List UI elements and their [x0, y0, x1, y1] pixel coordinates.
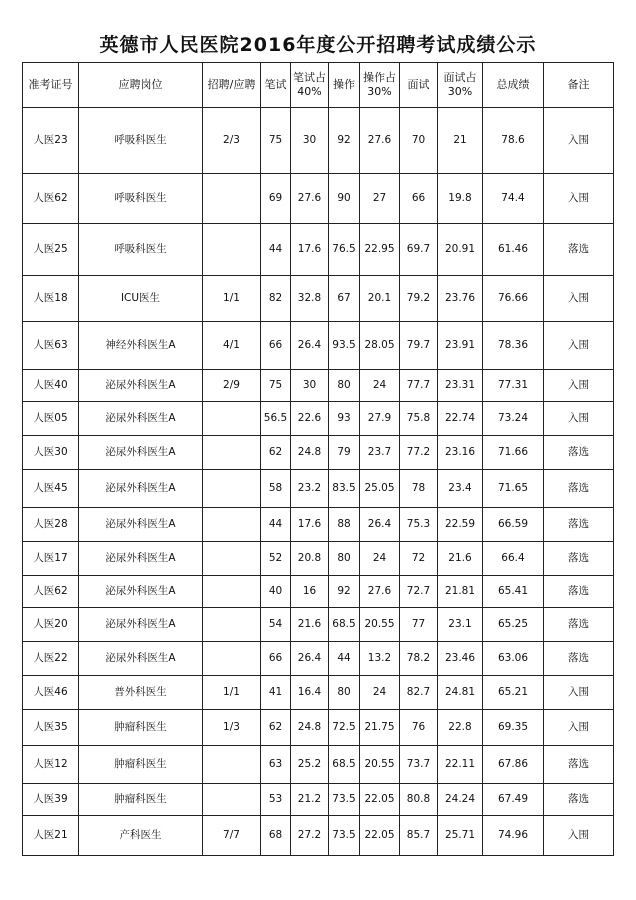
table-cell: 24.8 [291, 436, 329, 470]
table-cell: 72 [400, 542, 438, 576]
table-row [23, 816, 614, 856]
table-cell [203, 784, 261, 816]
table-cell: 1/1 [203, 276, 261, 322]
header-cell: 笔试 [261, 63, 291, 108]
table-cell: 78 [400, 470, 438, 508]
table-cell: 82.7 [400, 676, 438, 710]
table-cell [203, 224, 261, 276]
table-cell: 22.59 [438, 508, 483, 542]
table-cell: 78.2 [400, 642, 438, 676]
table-cell: 16.4 [291, 676, 329, 710]
table-cell: 41 [261, 676, 291, 710]
table-cell: 75 [261, 108, 291, 174]
table-row [23, 174, 614, 224]
table-cell: 88 [329, 508, 360, 542]
table-cell: 落选 [544, 576, 614, 608]
table-row [23, 436, 614, 470]
table-cell: 7/7 [203, 816, 261, 856]
table-cell: 69.35 [483, 710, 544, 746]
table-cell: 73.5 [329, 784, 360, 816]
table-cell: 呼吸科医生 [79, 224, 203, 276]
table-cell: 23.7 [360, 436, 400, 470]
table-cell: 32.8 [291, 276, 329, 322]
table-body [23, 108, 614, 856]
table-cell: 26.4 [291, 322, 329, 370]
table-cell: 20.55 [360, 746, 400, 784]
table-cell: 落选 [544, 784, 614, 816]
table-cell: 神经外科医生A [79, 322, 203, 370]
table-cell: 肿瘤科医生 [79, 746, 203, 784]
table-cell: 40 [261, 576, 291, 608]
table-cell: 24 [360, 676, 400, 710]
table-cell: 人医30 [23, 436, 79, 470]
table-cell: 落选 [544, 436, 614, 470]
table-cell: 67 [329, 276, 360, 322]
table-cell: 44 [261, 224, 291, 276]
table-cell: 21 [438, 108, 483, 174]
table-cell: 4/1 [203, 322, 261, 370]
table-cell: 78.36 [483, 322, 544, 370]
table-cell: 呼吸科医生 [79, 174, 203, 224]
table-cell: 13.2 [360, 642, 400, 676]
table-cell: 74.4 [483, 174, 544, 224]
table-cell: 普外科医生 [79, 676, 203, 710]
table-cell: 肿瘤科医生 [79, 710, 203, 746]
table-cell [203, 470, 261, 508]
header-cell: 准考证号 [23, 63, 79, 108]
table-cell: 93 [329, 402, 360, 436]
table-cell: 82 [261, 276, 291, 322]
table-cell: 68 [261, 816, 291, 856]
table-cell: 落选 [544, 224, 614, 276]
table-cell: 22.05 [360, 784, 400, 816]
table-cell: 人医45 [23, 470, 79, 508]
table-row [23, 576, 614, 608]
table-cell: 人医63 [23, 322, 79, 370]
table-cell: 90 [329, 174, 360, 224]
table-cell: 人医39 [23, 784, 79, 816]
table-cell: 20.91 [438, 224, 483, 276]
table-cell: 67.86 [483, 746, 544, 784]
table-row [23, 676, 614, 710]
table-cell: 落选 [544, 746, 614, 784]
table-cell: 泌尿外科医生A [79, 508, 203, 542]
table-cell [203, 174, 261, 224]
table-cell: 69.7 [400, 224, 438, 276]
table-cell: 23.2 [291, 470, 329, 508]
table-cell [203, 542, 261, 576]
table-cell: 落选 [544, 508, 614, 542]
table-cell: 66 [261, 322, 291, 370]
table-cell: 22.05 [360, 816, 400, 856]
table-cell: 27.6 [360, 108, 400, 174]
table-cell: 23.91 [438, 322, 483, 370]
table-cell: 76.66 [483, 276, 544, 322]
table-cell: 人医23 [23, 108, 79, 174]
table-row [23, 402, 614, 436]
header-cell: 笔试占40% [291, 63, 329, 108]
table-cell: 92 [329, 576, 360, 608]
table-cell: 人医17 [23, 542, 79, 576]
table-cell: 人医62 [23, 576, 79, 608]
table-cell: 泌尿外科医生A [79, 608, 203, 642]
header-cell: 操作占30% [360, 63, 400, 108]
table-cell: 66.59 [483, 508, 544, 542]
table-cell: 24 [360, 542, 400, 576]
table-cell: 21.6 [438, 542, 483, 576]
table-cell: 人医35 [23, 710, 79, 746]
table-row [23, 276, 614, 322]
table-cell: 54 [261, 608, 291, 642]
table-cell: 27.6 [291, 174, 329, 224]
table-cell: 68.5 [329, 746, 360, 784]
table-cell: 62 [261, 710, 291, 746]
table-cell: 80 [329, 676, 360, 710]
table-cell: 20.55 [360, 608, 400, 642]
table-cell: 66 [400, 174, 438, 224]
table-cell: 65.41 [483, 576, 544, 608]
table-cell: 肿瘤科医生 [79, 784, 203, 816]
table-cell: ICU医生 [79, 276, 203, 322]
table-cell: 21.75 [360, 710, 400, 746]
header-cell: 招聘/应聘 [203, 63, 261, 108]
table-cell: 58 [261, 470, 291, 508]
table-cell: 61.46 [483, 224, 544, 276]
table-cell: 17.6 [291, 224, 329, 276]
table-cell: 泌尿外科医生A [79, 402, 203, 436]
table-cell: 85.7 [400, 816, 438, 856]
table-cell: 76 [400, 710, 438, 746]
table-cell: 72.5 [329, 710, 360, 746]
table-cell: 79.2 [400, 276, 438, 322]
table-cell: 人医12 [23, 746, 79, 784]
table-cell: 56.5 [261, 402, 291, 436]
table-cell: 泌尿外科医生A [79, 436, 203, 470]
table-cell: 24 [360, 370, 400, 402]
table-cell: 泌尿外科医生A [79, 576, 203, 608]
table-cell: 75.8 [400, 402, 438, 436]
table-cell: 人医20 [23, 608, 79, 642]
table-cell: 21.81 [438, 576, 483, 608]
header-cell: 面试占30% [438, 63, 483, 108]
table-row [23, 746, 614, 784]
table-cell: 27 [360, 174, 400, 224]
table-cell: 23.76 [438, 276, 483, 322]
score-table [22, 62, 614, 856]
table-cell: 23.46 [438, 642, 483, 676]
table-cell: 25.2 [291, 746, 329, 784]
table-cell: 73.5 [329, 816, 360, 856]
table-cell: 69 [261, 174, 291, 224]
table-row [23, 784, 614, 816]
table-cell: 泌尿外科医生A [79, 470, 203, 508]
table-cell: 73.24 [483, 402, 544, 436]
table-cell: 16 [291, 576, 329, 608]
table-cell: 入围 [544, 276, 614, 322]
table-row [23, 322, 614, 370]
table-cell: 24.81 [438, 676, 483, 710]
table-cell: 80.8 [400, 784, 438, 816]
table-cell: 67.49 [483, 784, 544, 816]
table-cell: 44 [329, 642, 360, 676]
table-cell: 21.2 [291, 784, 329, 816]
table-cell: 人医05 [23, 402, 79, 436]
table-cell: 75 [261, 370, 291, 402]
table-cell: 23.1 [438, 608, 483, 642]
table-cell: 93.5 [329, 322, 360, 370]
table-cell: 24.24 [438, 784, 483, 816]
table-cell: 22.11 [438, 746, 483, 784]
header-cell: 应聘岗位 [79, 63, 203, 108]
table-cell: 65.21 [483, 676, 544, 710]
table-cell: 入围 [544, 816, 614, 856]
table-cell: 80 [329, 370, 360, 402]
table-cell: 入围 [544, 108, 614, 174]
table-cell [203, 508, 261, 542]
table-cell: 入围 [544, 710, 614, 746]
table-cell: 22.6 [291, 402, 329, 436]
table-cell: 17.6 [291, 508, 329, 542]
header-cell: 备注 [544, 63, 614, 108]
table-cell: 74.96 [483, 816, 544, 856]
table-cell: 泌尿外科医生A [79, 542, 203, 576]
table-cell: 人医21 [23, 816, 79, 856]
table-cell: 21.6 [291, 608, 329, 642]
table-row [23, 710, 614, 746]
table-cell [203, 402, 261, 436]
table-row [23, 608, 614, 642]
table-cell: 人医22 [23, 642, 79, 676]
table-cell: 1/1 [203, 676, 261, 710]
table-cell: 19.8 [438, 174, 483, 224]
table-cell: 77.2 [400, 436, 438, 470]
table-cell [203, 642, 261, 676]
table-cell: 落选 [544, 542, 614, 576]
table-cell: 26.4 [360, 508, 400, 542]
table-cell: 27.9 [360, 402, 400, 436]
table-cell: 66 [261, 642, 291, 676]
table-cell: 76.5 [329, 224, 360, 276]
table-cell: 23.31 [438, 370, 483, 402]
table-cell: 20.1 [360, 276, 400, 322]
table-cell: 落选 [544, 642, 614, 676]
table-cell: 30 [291, 108, 329, 174]
table-row [23, 108, 614, 174]
header-cell: 总成绩 [483, 63, 544, 108]
table-cell: 入围 [544, 402, 614, 436]
table-cell: 26.4 [291, 642, 329, 676]
table-cell: 入围 [544, 370, 614, 402]
table-row [23, 370, 614, 402]
table-cell: 落选 [544, 470, 614, 508]
table-cell: 22.8 [438, 710, 483, 746]
header-cell: 操作 [329, 63, 360, 108]
table-cell: 77.7 [400, 370, 438, 402]
table-cell: 入围 [544, 174, 614, 224]
table-cell: 83.5 [329, 470, 360, 508]
table-cell: 25.71 [438, 816, 483, 856]
table-cell: 泌尿外科医生A [79, 642, 203, 676]
table-cell: 92 [329, 108, 360, 174]
table-cell: 27.6 [360, 576, 400, 608]
table-cell [203, 608, 261, 642]
table-cell: 63.06 [483, 642, 544, 676]
table-cell: 72.7 [400, 576, 438, 608]
table-cell: 人医40 [23, 370, 79, 402]
table-cell: 68.5 [329, 608, 360, 642]
table-cell: 25.05 [360, 470, 400, 508]
table-cell: 78.6 [483, 108, 544, 174]
table-cell: 人医25 [23, 224, 79, 276]
table-row [23, 470, 614, 508]
table-cell: 70 [400, 108, 438, 174]
table-row [23, 542, 614, 576]
table-cell [203, 576, 261, 608]
table-cell: 人医28 [23, 508, 79, 542]
table-cell: 28.05 [360, 322, 400, 370]
table-cell: 泌尿外科医生A [79, 370, 203, 402]
table-cell: 落选 [544, 608, 614, 642]
table-cell: 人医18 [23, 276, 79, 322]
table-cell: 66.4 [483, 542, 544, 576]
table-cell: 22.95 [360, 224, 400, 276]
table-cell: 44 [261, 508, 291, 542]
table-cell: 80 [329, 542, 360, 576]
table-cell: 71.66 [483, 436, 544, 470]
table-cell: 入围 [544, 322, 614, 370]
table-row [23, 642, 614, 676]
table-cell: 79.7 [400, 322, 438, 370]
table-cell: 人医46 [23, 676, 79, 710]
table-cell: 65.25 [483, 608, 544, 642]
table-cell [203, 436, 261, 470]
table-cell: 产科医生 [79, 816, 203, 856]
table-cell: 入围 [544, 676, 614, 710]
table-cell: 77 [400, 608, 438, 642]
table-cell: 23.16 [438, 436, 483, 470]
table-cell: 2/9 [203, 370, 261, 402]
table-cell: 62 [261, 436, 291, 470]
header-cell: 面试 [400, 63, 438, 108]
table-cell: 30 [291, 370, 329, 402]
table-cell: 77.31 [483, 370, 544, 402]
table-cell: 52 [261, 542, 291, 576]
table-row [23, 224, 614, 276]
table-cell: 71.65 [483, 470, 544, 508]
table-cell: 22.74 [438, 402, 483, 436]
page-title: 英德市人民医院2016年度公开招聘考试成绩公示 [99, 34, 537, 56]
table-cell [203, 746, 261, 784]
header-row [23, 63, 614, 108]
table-cell: 2/3 [203, 108, 261, 174]
table-cell: 79 [329, 436, 360, 470]
table-cell: 63 [261, 746, 291, 784]
table-cell: 23.4 [438, 470, 483, 508]
table-cell: 20.8 [291, 542, 329, 576]
table-row [23, 508, 614, 542]
table-cell: 人医62 [23, 174, 79, 224]
table-cell: 呼吸科医生 [79, 108, 203, 174]
table-cell: 24.8 [291, 710, 329, 746]
table-cell: 27.2 [291, 816, 329, 856]
table-cell: 75.3 [400, 508, 438, 542]
table-cell: 73.7 [400, 746, 438, 784]
table-cell: 1/3 [203, 710, 261, 746]
table-cell: 53 [261, 784, 291, 816]
